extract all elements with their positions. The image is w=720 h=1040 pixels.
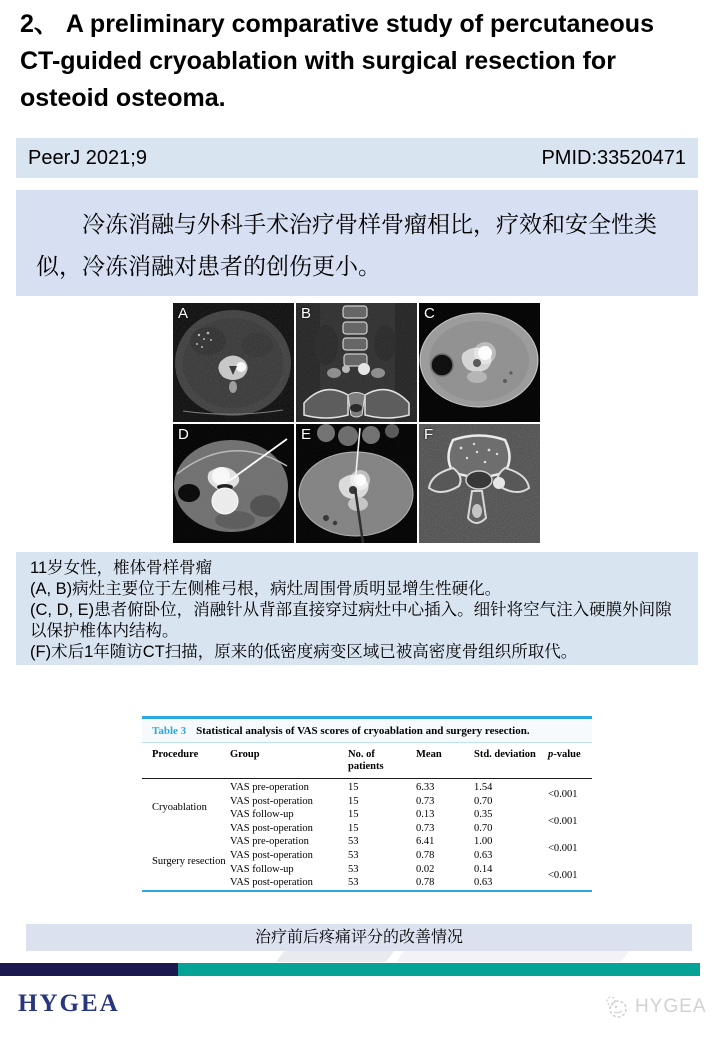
decor-streak [396,951,630,962]
ct-scan-axial-a-icon [173,303,294,422]
column-header: Std. deviation [472,743,546,779]
sd-cell: 0.14 [474,863,493,875]
panel-label-d: D [178,426,189,443]
ct-figure-grid [173,303,540,543]
ct-panel-a [173,303,294,422]
n-cell: 53 [348,877,359,889]
ct-scan-axial-c-icon [419,303,540,422]
sd-cell: 0.63 [474,849,493,861]
hygea-logo: HYGEA [18,990,120,1017]
summary-text: 冷冻消融与外科手术治疗骨样骨瘤相比，疗效和安全性类似，冷冻消融对患者的创伤更小。 [36,211,657,279]
footer-band-navy [0,963,178,976]
procedure-cell: Surgery resection [152,856,226,868]
n-cell: 15 [348,795,359,807]
mean-cell: 0.78 [416,877,435,889]
ct-scan-needle-d-icon [173,424,294,543]
n-cell: 15 [348,782,359,793]
group-cell: VAS post-operation [230,849,313,861]
table-label: Table 3 [152,725,187,737]
sd-cell: 0.70 [474,822,493,834]
n-cell: 53 [348,836,359,848]
table-caption [142,719,592,743]
hygea-watermark [604,994,707,1020]
sd-cell: 1.00 [474,836,493,848]
ct-panel-c [419,303,540,422]
pvalue-cell: <0.001 [548,843,578,855]
n-cell: 53 [348,849,359,861]
group-cell: VAS post-operation [230,795,313,807]
panel-label-f: F [424,426,434,443]
sd-cell: 0.63 [474,877,493,889]
group-cell: VAS pre-operation [230,782,309,793]
sd-cell: 1.54 [474,782,493,793]
group-cell: VAS post-operation [230,822,313,834]
pvalue-cell: <0.001 [548,815,578,827]
column-header: p-value [546,743,592,779]
vas-table [142,743,592,890]
panel-label-a: A [178,305,189,322]
figure-notes-box [16,552,698,665]
n-cell: 53 [348,863,359,875]
column-header: No. of patients [346,743,414,779]
procedure-cell: Cryoablation [152,801,207,813]
ct-scan-coronal-b-icon [296,303,417,422]
pvalue-cell: <0.001 [548,788,578,800]
note-line: (F)术后1年随访CT扫描，原来的低密度病变区域已被高密度骨组织所取代。 [30,643,578,661]
mean-cell: 0.73 [416,795,435,807]
group-cell: VAS follow-up [230,809,294,821]
group-cell: VAS post-operation [230,877,313,889]
mean-cell: 6.33 [416,782,435,793]
table-row [142,835,592,849]
ct-panel-d [173,424,294,543]
sd-cell: 0.70 [474,795,493,807]
watermark-text: HYGEA [635,996,707,1017]
n-cell: 15 [348,822,359,834]
note-line: (C, D, E)患者俯卧位，消融针从背部直接穿过病灶中心插入。细针将空气注入硬膜外间隙以保护椎体内结构。 [30,601,672,640]
mean-cell: 0.73 [416,822,435,834]
panel-label-e: E [301,426,312,443]
panel-label-c: C [424,305,435,322]
mean-cell: 0.02 [416,863,435,875]
sd-cell: 0.35 [474,809,493,821]
panel-label-b: B [301,305,312,322]
group-cell: VAS follow-up [230,863,294,875]
ct-panel-f [419,424,540,543]
ct-panel-b [296,303,417,422]
column-header: Procedure [142,743,228,779]
journal-ref: PeerJ 2021;9 [28,146,147,169]
ct-scan-vertebra-f-icon [419,424,540,543]
note-line: 11岁女性，椎体骨样骨瘤 [30,559,213,577]
ct-panel-e [296,424,417,543]
ct-scan-needle-e-icon [296,424,417,543]
column-header: Group [228,743,346,779]
table-caption-text: Statistical analysis of VAS scores of cryoablation and surgery resection. [196,725,530,737]
note-line: (A, B)病灶主要位于左侧椎弓根，病灶周围骨质明显增生性硬化。 [30,580,502,598]
n-cell: 15 [348,809,359,821]
slide-title: 2、 A preliminary comparative study of percutaneous CT-guided cryoablation with surgical resection for osteoid osteoma. [20,10,654,112]
group-cell: VAS pre-operation [230,836,309,848]
column-header: Mean [414,743,472,779]
footer-band-teal [178,963,700,976]
summary-box [16,190,698,296]
pvalue-cell: <0.001 [548,870,578,882]
vas-table-container [142,716,592,892]
table-body [142,779,592,890]
mean-cell: 6.41 [416,836,435,848]
decor-streak [276,951,395,962]
table-caption-cn: 治疗前后疼痛评分的改善情况 [26,924,692,951]
hygea-watermark-icon [604,994,630,1020]
mean-cell: 0.13 [416,809,435,821]
journal-bar [16,138,698,178]
pmid-ref: PMID:33520471 [541,146,686,169]
table-row [142,779,592,795]
mean-cell: 0.78 [416,849,435,861]
table-header [142,743,592,779]
